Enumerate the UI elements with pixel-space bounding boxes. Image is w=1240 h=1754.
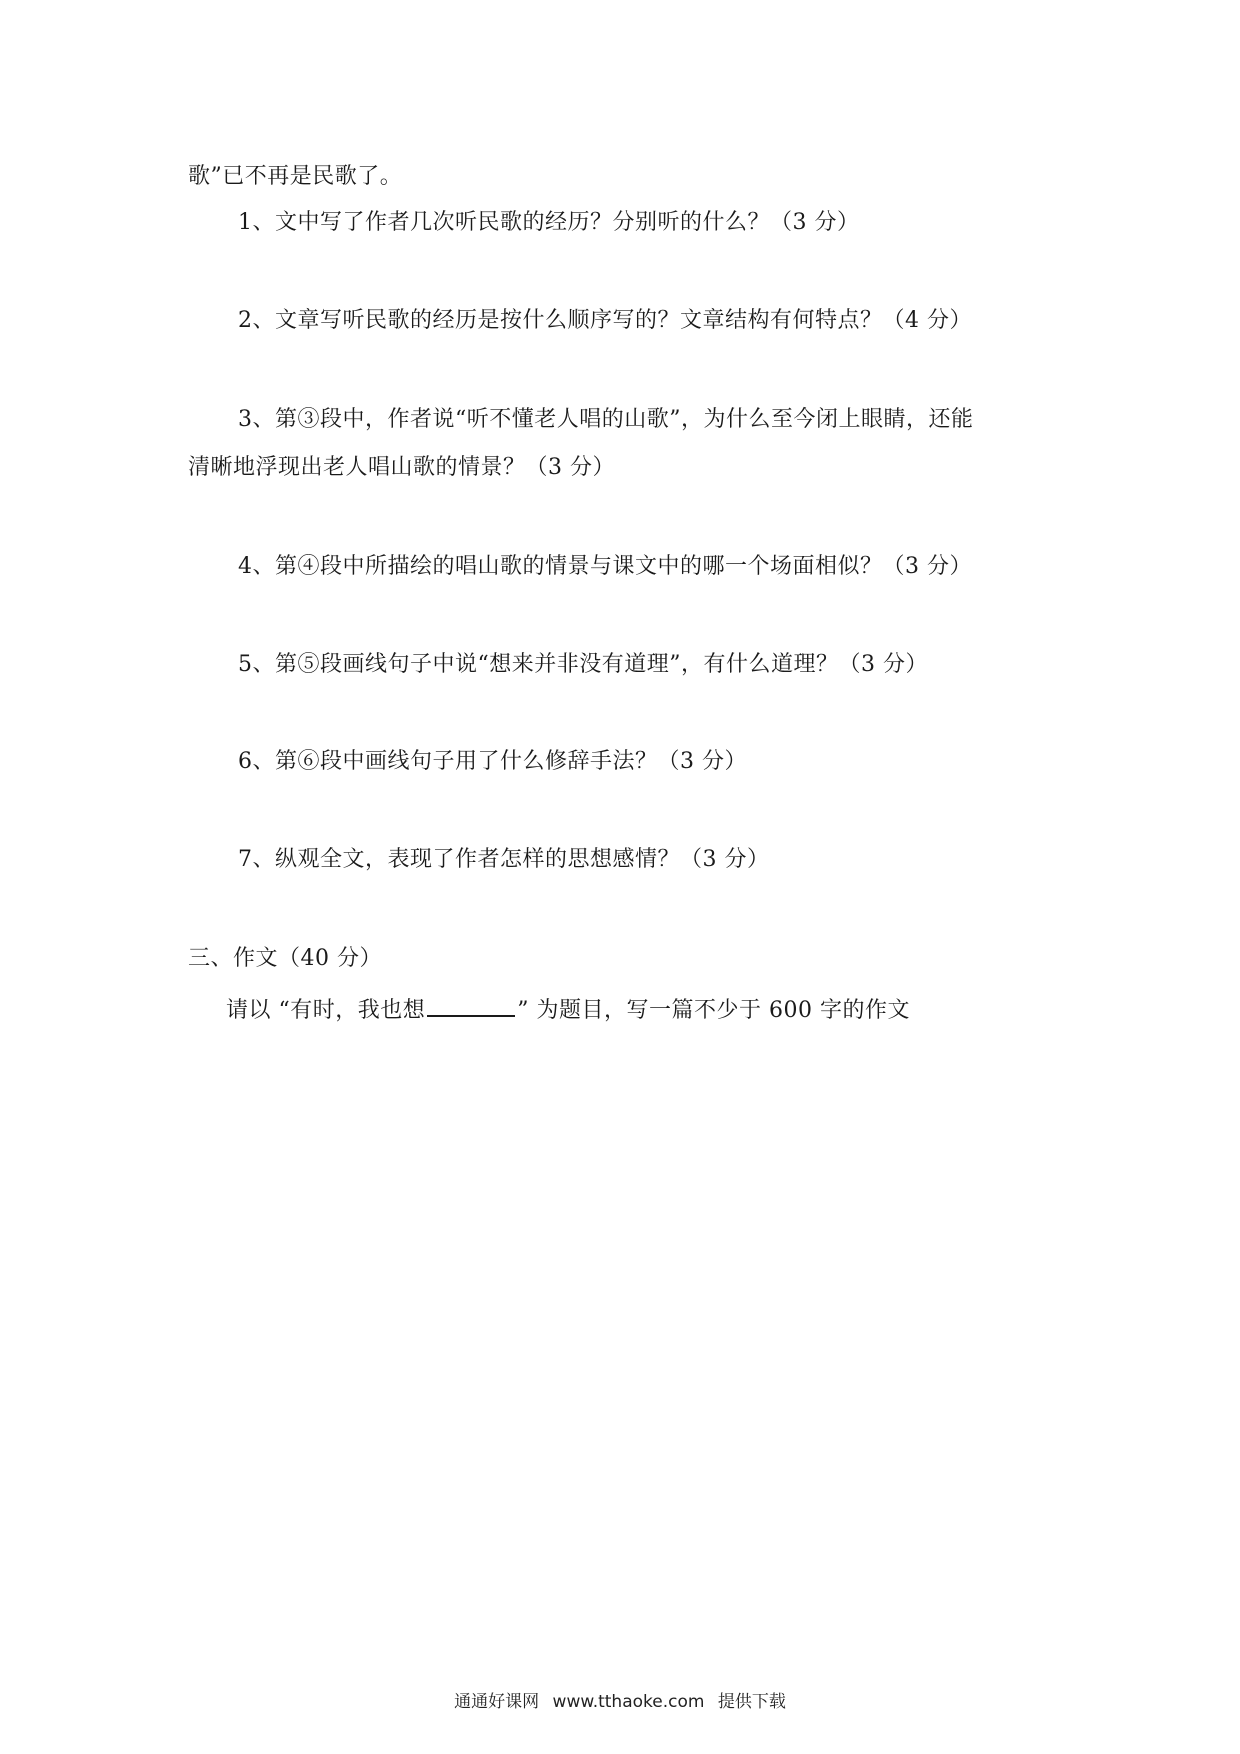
question-5: 5、第⑤段画线句子中说“想来并非没有道理”，有什么道理？（3 分）	[238, 652, 928, 677]
question-2: 2、文章写听民歌的经历是按什么顺序写的？文章结构有何特点？（4 分）	[238, 308, 972, 333]
question-6: 6、第⑥段中画线句子用了什么修辞手法？（3 分）	[238, 749, 747, 774]
question-4: 4、第④段中所描绘的唱山歌的情景与课文中的哪一个场面相似？（3 分）	[238, 554, 972, 579]
question-1: 1、文中写了作者几次听民歌的经历？分别听的什么？（3 分）	[238, 210, 860, 235]
question-3-line-2: 清晰地浮现出老人唱山歌的情景？（3 分）	[188, 455, 615, 480]
footer-note: 提供下载	[717, 1692, 786, 1712]
page-footer	[0, 1690, 1240, 1714]
question-3-line-1: 3、第③段中，作者说“听不懂老人唱的山歌”，为什么至今闭上眼睛，还能	[238, 407, 974, 432]
footer-site-name: 通通好课网	[454, 1692, 540, 1712]
footer-url[interactable]: www.tthaoke.com	[552, 1692, 705, 1712]
title-blank-line	[427, 993, 515, 1017]
composition-prompt-end: ” 为题目，写一篇不少于 600 字的作文	[517, 998, 910, 1023]
passage-continuation: 歌”已不再是民歌了。	[188, 164, 403, 189]
composition-prompt	[226, 993, 910, 1026]
composition-heading: 三、作文（40 分）	[188, 946, 382, 971]
question-7: 7、纵观全文，表现了作者怎样的思想感情？（3 分）	[238, 847, 770, 872]
composition-prompt-start: 请以 “有时，我也想	[226, 998, 426, 1023]
